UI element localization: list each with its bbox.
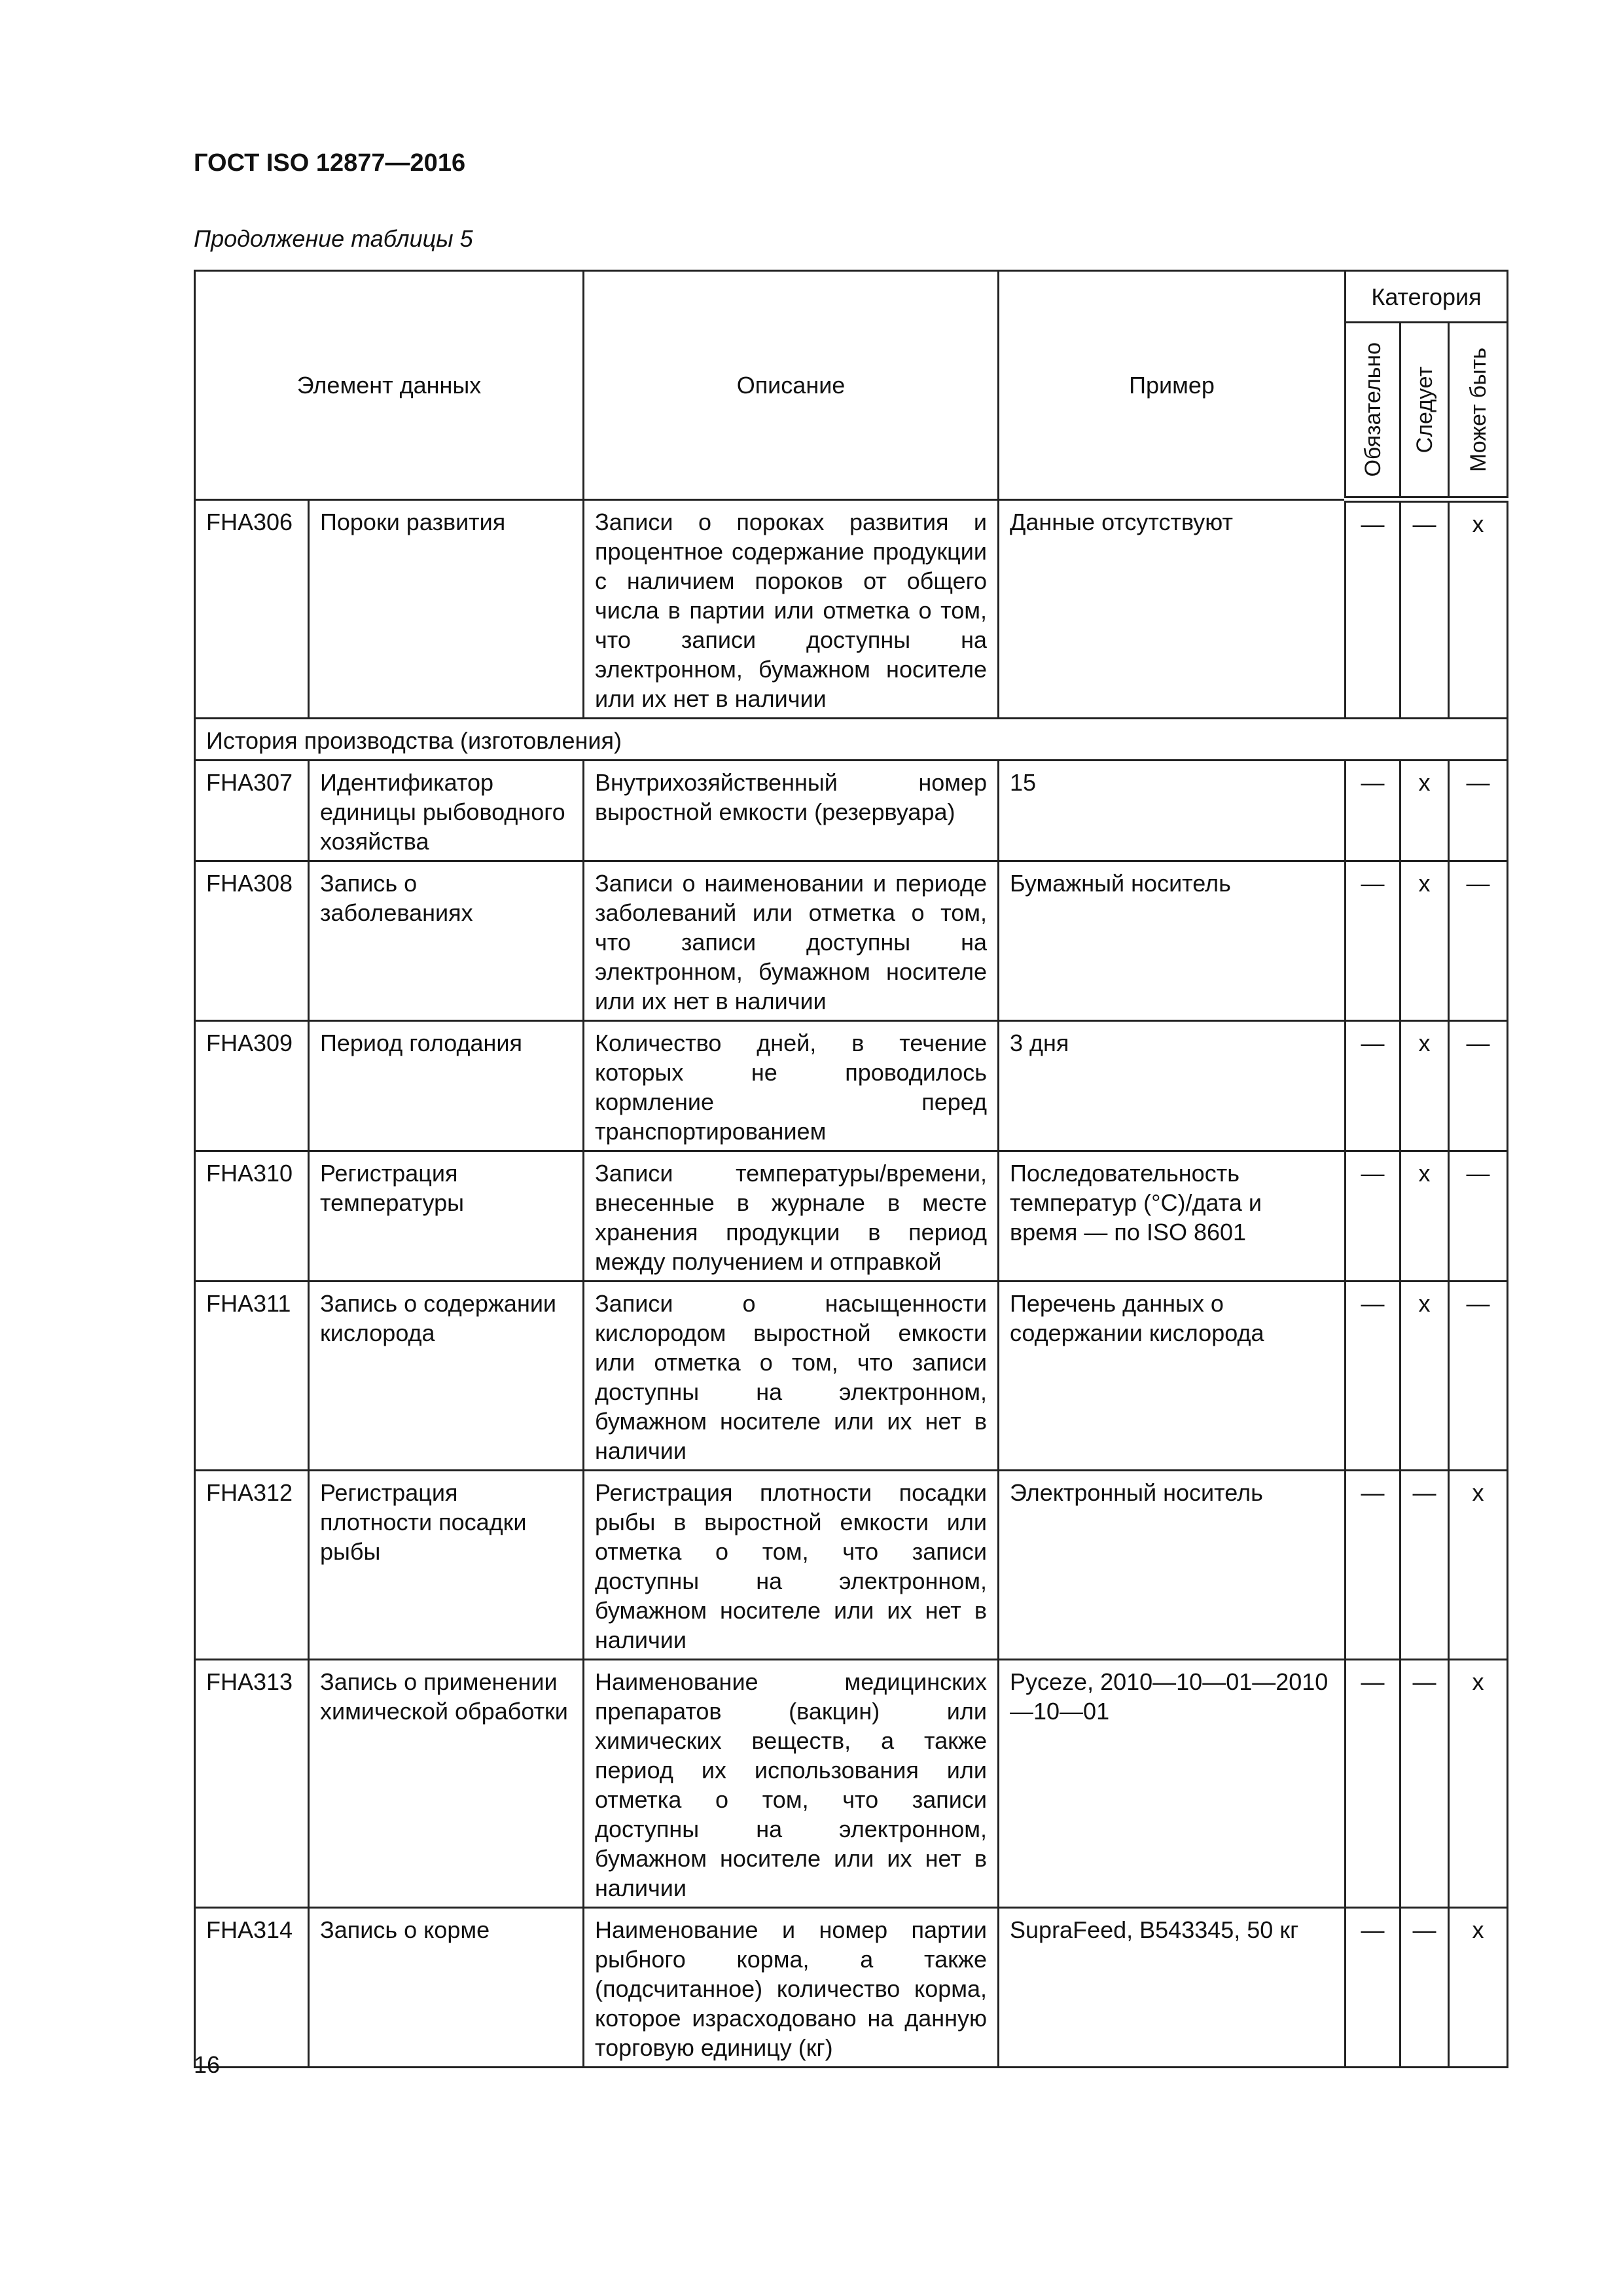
- row-code: FHA306: [195, 499, 309, 718]
- row-mandatory: —: [1346, 1659, 1400, 1907]
- row-may: —: [1449, 1020, 1508, 1151]
- row-description: Наименование медицинских препаратов (вакцин) или химических веществ, а также период их использования или отметка о том, что записи доступны на электронном, бумажном носителе или их нет в наличии: [584, 1659, 999, 1907]
- row-should: —: [1400, 499, 1449, 718]
- row-example: Данные отсутствуют: [999, 499, 1346, 718]
- row-code: FHA312: [195, 1470, 309, 1659]
- row-name: Регистрация плотности посадки рыбы: [309, 1470, 584, 1659]
- row-should: x: [1400, 760, 1449, 861]
- row-description: Количество дней, в течение которых не проводилось кормление перед транспортированием: [584, 1020, 999, 1151]
- row-mandatory: —: [1346, 1020, 1400, 1151]
- row-description: Записи о пороках развития и процентное содержание продукции с наличием пороков от общего числа в партии или отметка о том, что записи доступны на электронном, бумажном носителе или их нет в наличии: [584, 499, 999, 718]
- row-example: Последовательность температур (°C)/дата и время — по ISO 8601: [999, 1151, 1346, 1281]
- row-code: FHA308: [195, 861, 309, 1020]
- table-row: [195, 499, 1508, 718]
- row-mandatory: —: [1346, 861, 1400, 1020]
- row-description: Регистрация плотности посадки рыбы в выростной емкости или отметка о том, что записи доступны на электронном, бумажном носителе или их нет в наличии: [584, 1470, 999, 1659]
- table-row: [195, 1470, 1508, 1659]
- table-row: [195, 1281, 1508, 1470]
- row-name: Регистрация температуры: [309, 1151, 584, 1281]
- row-may: —: [1449, 1151, 1508, 1281]
- row-may: x: [1449, 1470, 1508, 1659]
- row-description: Записи о насыщенности кислородом выростной емкости или отметка о том, что записи доступны на электронном, бумажном носителе или их нет в наличии: [584, 1281, 999, 1470]
- mandatory-label: Обязательно: [1360, 342, 1385, 477]
- row-name: Период голодания: [309, 1020, 584, 1151]
- row-code: FHA313: [195, 1659, 309, 1907]
- row-mandatory: —: [1346, 1151, 1400, 1281]
- row-description: Записи о наименовании и периоде заболеваний или отметка о том, что записи доступны на электронном, бумажном носителе или их нет в наличии: [584, 861, 999, 1020]
- row-should: —: [1400, 1907, 1449, 2067]
- row-should: x: [1400, 1281, 1449, 1470]
- table-row: [195, 1659, 1508, 1907]
- row-code: FHA307: [195, 760, 309, 861]
- row-code: FHA309: [195, 1020, 309, 1151]
- row-mandatory: —: [1346, 1281, 1400, 1470]
- page-number: 16: [194, 2051, 221, 2078]
- row-should: x: [1400, 1151, 1449, 1281]
- table-row: [195, 1020, 1508, 1151]
- row-example: Перечень данных о содержании кислорода: [999, 1281, 1346, 1470]
- row-name: Запись о содержании кислорода: [309, 1281, 584, 1470]
- table-row: [195, 1907, 1508, 2067]
- row-should: x: [1400, 861, 1449, 1020]
- may-label: Может быть: [1465, 348, 1491, 472]
- column-header-category: Категория: [1346, 271, 1508, 323]
- row-may: —: [1449, 861, 1508, 1020]
- row-code: FHA311: [195, 1281, 309, 1470]
- column-header-should: [1400, 323, 1449, 500]
- table-row: [195, 1151, 1508, 1281]
- row-example: Электронный носитель: [999, 1470, 1346, 1659]
- row-description: Записи температуры/времени, внесенные в журнале в месте хранения продукции в период между получением и отправкой: [584, 1151, 999, 1281]
- row-description: Внутрихозяйственный номер выростной емкости (резервуара): [584, 760, 999, 861]
- row-name: Запись о корме: [309, 1907, 584, 2067]
- row-may: —: [1449, 1281, 1508, 1470]
- table-caption: Продолжение таблицы 5: [194, 225, 473, 252]
- row-code: FHA310: [195, 1151, 309, 1281]
- table-row: [195, 760, 1508, 861]
- row-name: Пороки развития: [309, 499, 584, 718]
- should-label: Следует: [1412, 366, 1437, 454]
- section-heading: История производства (изготовления): [195, 718, 1508, 760]
- column-header-mandatory: [1346, 323, 1400, 500]
- section-row: [195, 718, 1508, 760]
- row-example: Pyceze, 2010—10—01—2010—10—01: [999, 1659, 1346, 1907]
- row-should: —: [1400, 1659, 1449, 1907]
- row-example: SupraFeed, B543345, 50 кг: [999, 1907, 1346, 2067]
- row-example: 3 дня: [999, 1020, 1346, 1151]
- row-may: x: [1449, 499, 1508, 718]
- row-should: —: [1400, 1470, 1449, 1659]
- column-header-may: [1449, 323, 1508, 500]
- row-may: —: [1449, 760, 1508, 861]
- column-header-example: Пример: [999, 271, 1346, 500]
- row-mandatory: —: [1346, 499, 1400, 718]
- row-example: Бумажный носитель: [999, 861, 1346, 1020]
- row-name: Идентификатор единицы рыбоводного хозяйства: [309, 760, 584, 861]
- row-may: x: [1449, 1907, 1508, 2067]
- document-code: ГОСТ ISO 12877—2016: [194, 149, 466, 177]
- data-elements-table: [194, 270, 1508, 2068]
- row-should: x: [1400, 1020, 1449, 1151]
- row-mandatory: —: [1346, 1470, 1400, 1659]
- row-name: Запись о применении химической обработки: [309, 1659, 584, 1907]
- row-code: FHA314: [195, 1907, 309, 2067]
- row-example: 15: [999, 760, 1346, 861]
- row-may: x: [1449, 1659, 1508, 1907]
- row-mandatory: —: [1346, 760, 1400, 861]
- column-header-element: Элемент данных: [195, 271, 584, 500]
- row-description: Наименование и номер партии рыбного корма, а также (подсчитанное) количество корма, которое израсходовано на данную торговую единицу (кг): [584, 1907, 999, 2067]
- row-name: Запись о заболеваниях: [309, 861, 584, 1020]
- row-mandatory: —: [1346, 1907, 1400, 2067]
- column-header-description: Описание: [584, 271, 999, 500]
- table-row: [195, 861, 1508, 1020]
